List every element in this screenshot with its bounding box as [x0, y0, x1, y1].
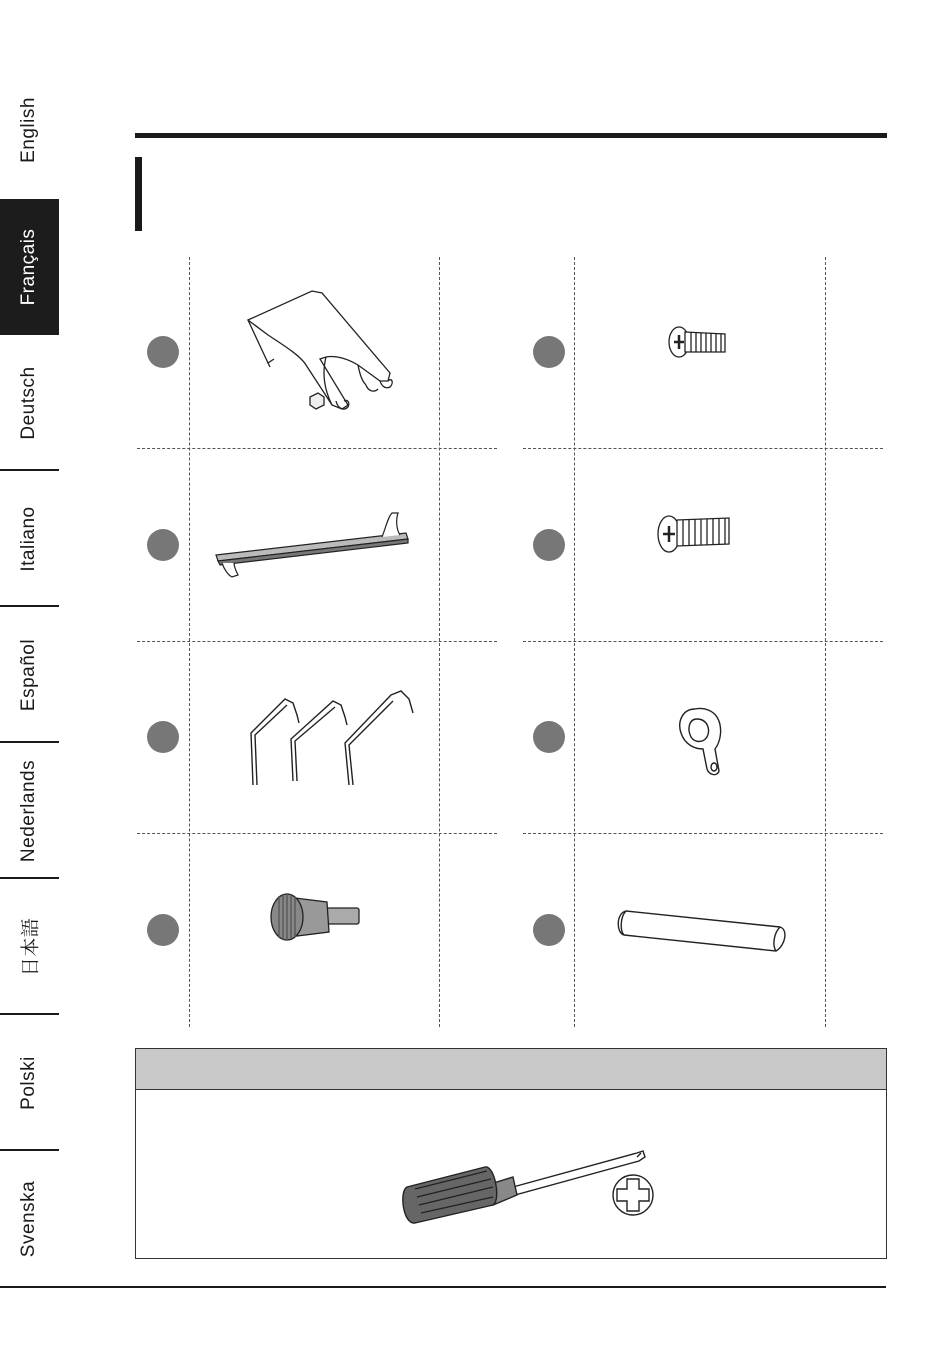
lang-tab-label: English — [18, 97, 39, 163]
lang-tab-japanese[interactable] — [0, 879, 59, 1015]
desk-bracket-icon — [240, 285, 410, 420]
cable-clip-icon — [675, 705, 725, 780]
part-marker — [147, 721, 179, 753]
part-marker — [533, 721, 565, 753]
lang-tab-nederlands[interactable] — [0, 743, 59, 879]
large-screw-icon — [655, 508, 733, 558]
tools-header — [136, 1049, 886, 1090]
grid-divider — [523, 448, 883, 449]
part-marker — [533, 914, 565, 946]
header-rule — [135, 133, 887, 138]
lang-tab-label: Svenska — [18, 1180, 39, 1258]
part-marker — [533, 529, 565, 561]
phillips-screwdriver-icon — [401, 1145, 661, 1225]
grid-divider — [137, 833, 497, 834]
grid-divider — [523, 833, 883, 834]
adhesive-strip-icon — [210, 505, 415, 580]
foam-strip-icon — [612, 905, 792, 955]
lang-tab-label: 日本語 — [20, 917, 42, 977]
lang-tab-english[interactable] — [0, 62, 59, 198]
lang-tab-svenska[interactable] — [0, 1151, 59, 1287]
grid-divider — [189, 257, 190, 1027]
footer-rule — [0, 1286, 886, 1288]
lang-tab-label: Español — [18, 638, 39, 712]
lang-tab-label: Italiano — [18, 506, 39, 572]
wire-hooks-icon — [245, 685, 425, 790]
lang-tab-francais[interactable] — [0, 199, 59, 335]
lang-tab-label: Deutsch — [18, 366, 39, 440]
grid-divider — [439, 257, 440, 1027]
grid-divider — [523, 641, 883, 642]
lang-tab-polski[interactable] — [0, 1015, 59, 1151]
lang-tab-label: Français — [18, 228, 39, 306]
required-tools-box — [135, 1048, 887, 1259]
grid-divider — [137, 448, 497, 449]
part-marker — [147, 914, 179, 946]
part-marker — [147, 529, 179, 561]
small-screw-icon — [665, 322, 729, 362]
part-marker — [147, 336, 179, 368]
lang-tab-deutsch[interactable] — [0, 335, 59, 471]
grid-divider — [137, 641, 497, 642]
part-marker — [533, 336, 565, 368]
grid-divider — [825, 257, 826, 1027]
section-title-bar — [135, 157, 142, 231]
lang-tab-label: Nederlands — [18, 759, 39, 863]
lang-tab-label: Polski — [18, 1056, 39, 1110]
lang-tab-italiano[interactable] — [0, 471, 59, 607]
thumb-screw-icon — [265, 888, 365, 948]
lang-tab-espanol[interactable] — [0, 607, 59, 743]
grid-divider — [574, 257, 575, 1027]
